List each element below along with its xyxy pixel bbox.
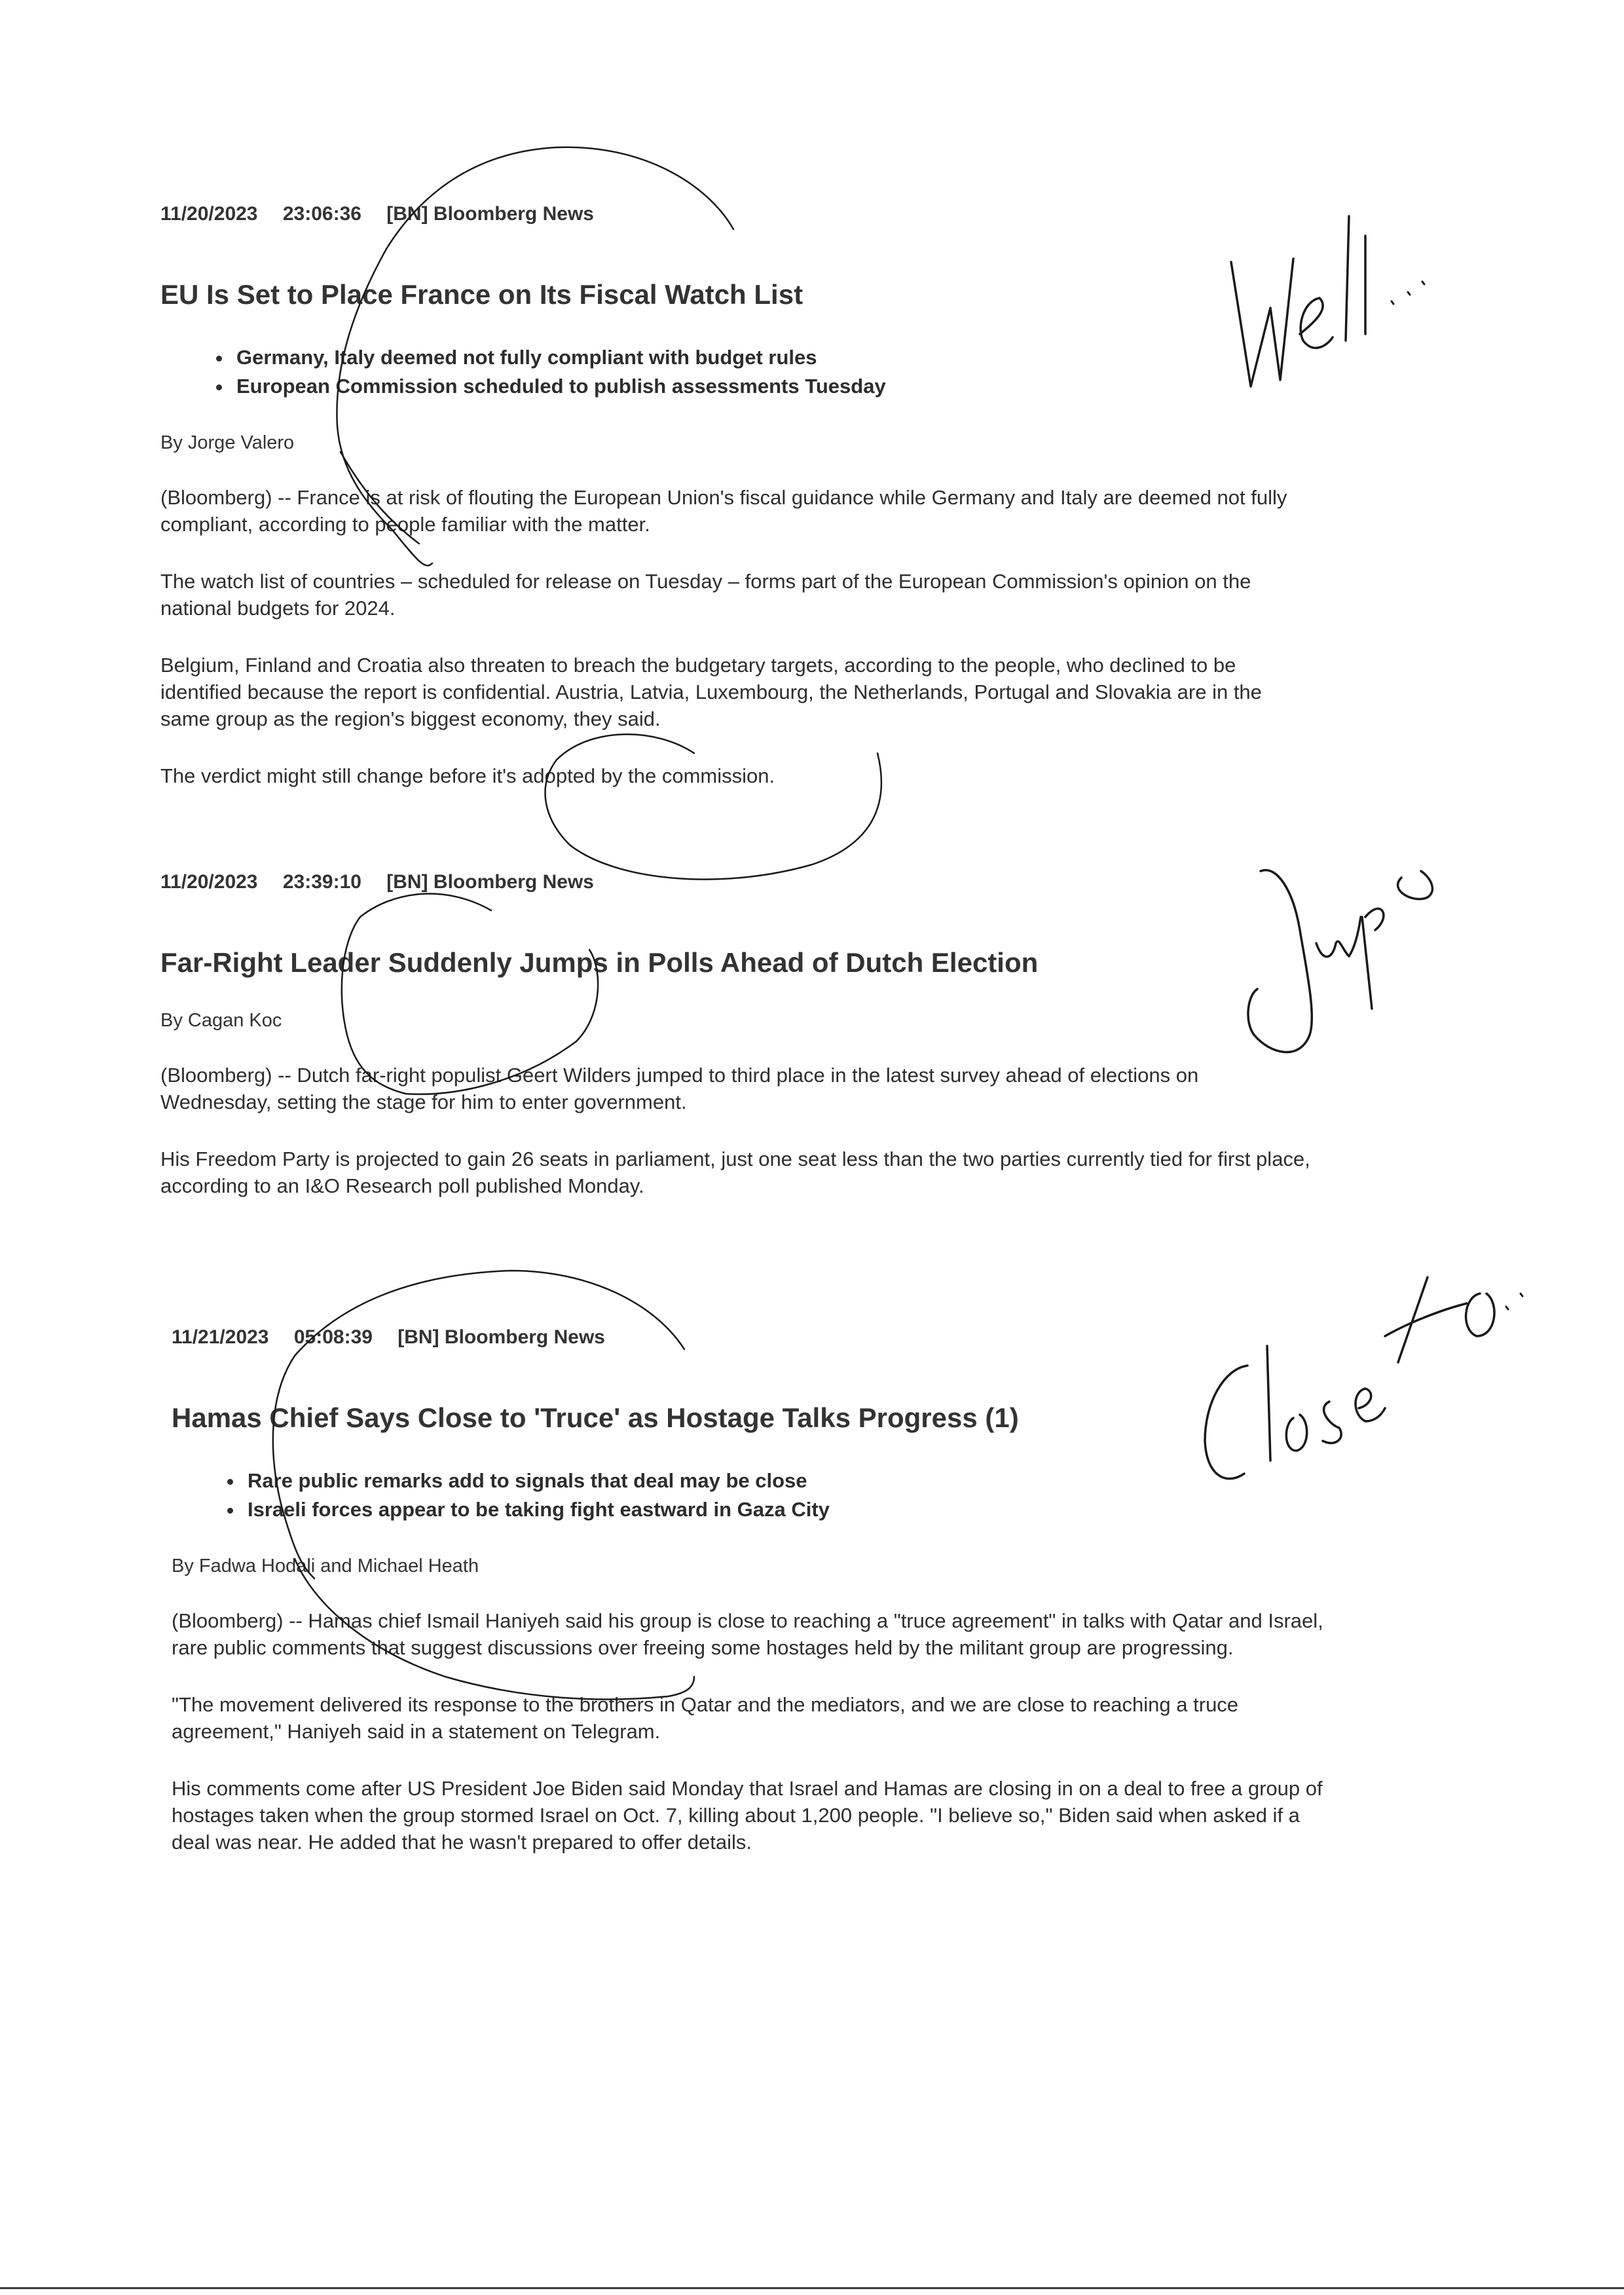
article-date: 11/21/2023 xyxy=(172,1326,269,1348)
article-paragraph: Belgium, Finland and Croatia also threaten to breach the budgetary targets, according to the people, who declined to be identified because the report is confidential. Austria, Latvia, Luxembourg, the Netherlands, Portugal and Slovakia are in the same group as the region's biggest economy, they said. xyxy=(160,654,1262,730)
article-meta xyxy=(160,203,1313,225)
article-paragraph: (Bloomberg) -- Dutch far-right populist Geert Wilders jumped to third place in the latest survey ahead of elections on Wednesday, setting the stage for him to enter government. xyxy=(160,1064,1199,1113)
article-paragraph: (Bloomberg) -- Hamas chief Ismail Haniyeh said his group is close to reaching a "truce agreement" in talks with Qatar and Israel, rare public comments that suggest discussions over freeing some hostages held by the militant group are progressing. xyxy=(172,1609,1323,1659)
article-byline: By Jorge Valero xyxy=(160,432,295,453)
article-date: 11/20/2023 xyxy=(160,871,258,893)
article-paragraph: The watch list of countries – scheduled for release on Tuesday – forms part of the European Commission's opinion on the national budgets for 2024. xyxy=(160,570,1251,620)
bullet-item: • Germany, Italy deemed not fully compliant with budget rules xyxy=(232,343,1313,372)
article-paragraph: "The movement delivered its response to the brothers in Qatar and the mediators, and we are close to reaching a truce agreement," Haniyeh said in a statement on Telegram. xyxy=(172,1693,1239,1743)
article-time: 05:08:39 xyxy=(293,1326,373,1348)
bullet-item: • European Commission scheduled to publish assessments Tuesday xyxy=(232,372,1313,401)
article-1 xyxy=(160,203,1313,789)
article-source: [BN] Bloomberg News xyxy=(397,1326,605,1348)
article-byline: By Cagan Koc xyxy=(160,1010,282,1031)
article-paragraph: His Freedom Party is projected to gain 26 seats in parliament, just one seat less than the two parties currently tied for first place, according to an I&O Research poll published Monday. xyxy=(160,1148,1310,1197)
article-source: [BN] Bloomberg News xyxy=(386,871,594,893)
article-time: 23:39:10 xyxy=(282,871,361,893)
article-meta xyxy=(172,1326,1324,1349)
article-date: 11/20/2023 xyxy=(160,203,258,225)
article-paragraph: The verdict might still change before it's adopted by the commission. xyxy=(160,764,775,787)
article-headline: EU Is Set to Place France on Its Fiscal Watch List xyxy=(160,279,803,310)
article-headline: Hamas Chief Says Close to 'Truce' as Hostage Talks Progress (1) xyxy=(172,1402,1019,1433)
article-time: 23:06:36 xyxy=(282,203,361,225)
article-byline: By Fadwa Hodali and Michael Heath xyxy=(172,1556,479,1577)
article-source: [BN] Bloomberg News xyxy=(386,203,594,225)
page-bottom-rule xyxy=(0,2287,1624,2289)
article-headline: Far-Right Leader Suddenly Jumps in Polls Ahead of Dutch Election xyxy=(160,947,1039,978)
article-paragraph: (Bloomberg) -- France is at risk of flouting the European Union's fiscal guidance while Germany and Italy are deemed not fully compliant, according to people familiar with the matter. xyxy=(160,486,1287,536)
article-bullets xyxy=(160,343,1313,401)
bullet-item: • Rare public remarks add to signals that deal may be close xyxy=(244,1466,1324,1495)
article-2 xyxy=(160,871,1313,1199)
article-meta xyxy=(160,871,1313,893)
article-bullets xyxy=(172,1466,1324,1524)
article-paragraph: His comments come after US President Joe Biden said Monday that Israel and Hamas are closing in on a deal to free a group of hostages taken when the group stormed Israel on Oct. 7, killing about 1,200 people. "I believe so," Biden said when asked if a deal was near. He added that he wasn't prepared to offer details. xyxy=(172,1777,1323,1854)
article-3 xyxy=(172,1326,1324,1856)
bullet-item: • Israeli forces appear to be taking fight eastward in Gaza City xyxy=(244,1495,1324,1524)
